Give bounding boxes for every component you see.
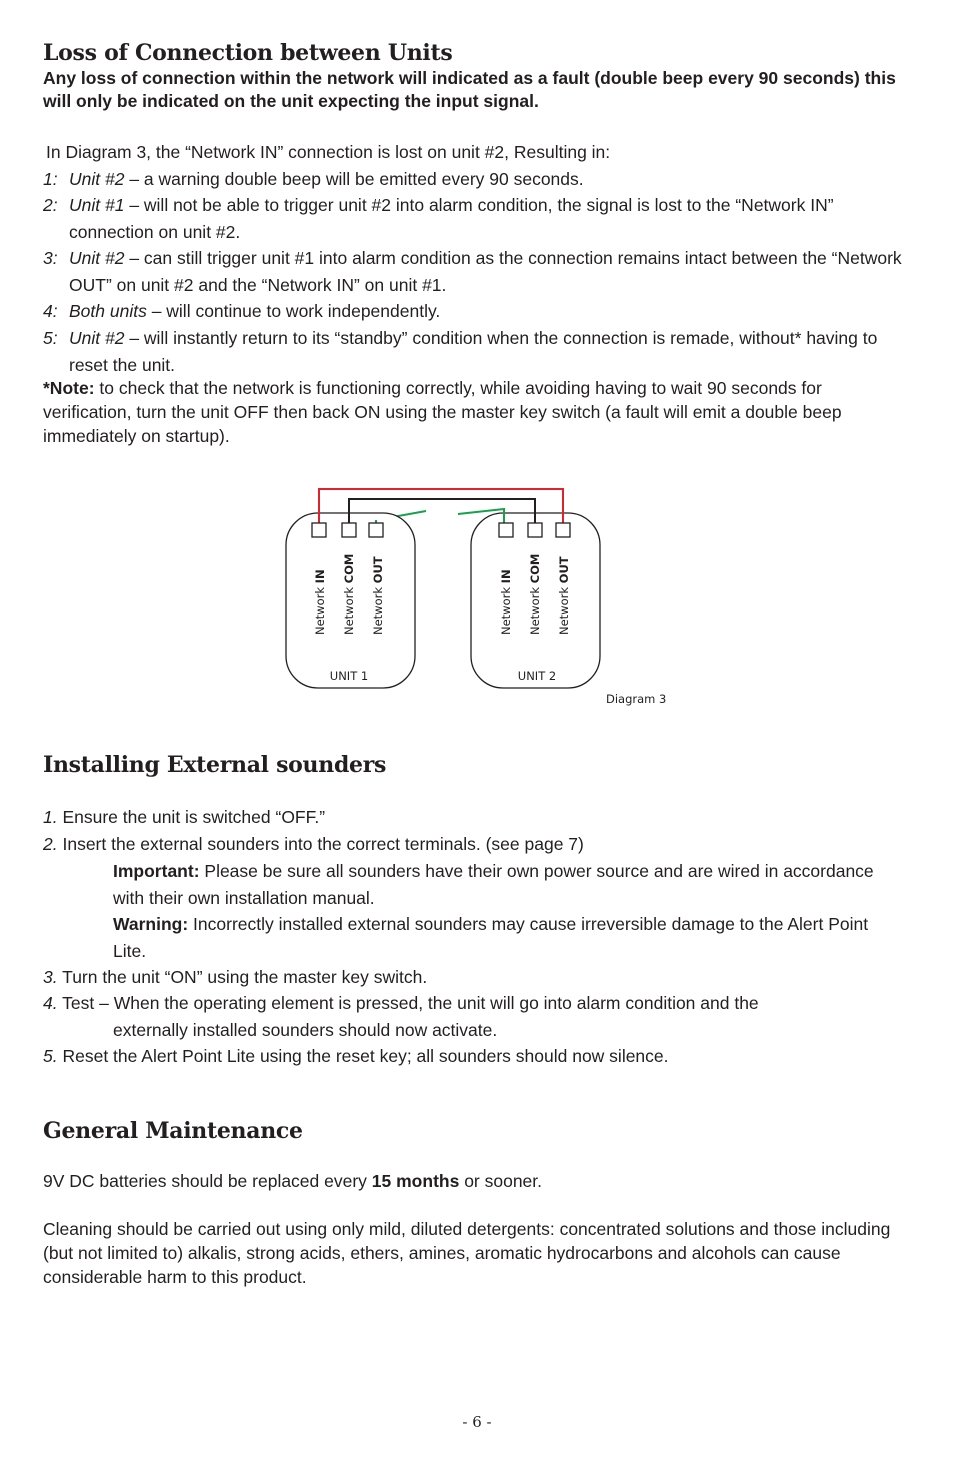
unit-1-label: UNIT 1 (329, 669, 369, 683)
battery-text: 9V DC batteries should be replaced every 15 months or sooner. (43, 1171, 543, 1191)
terminal-unit2-in (499, 523, 513, 537)
list-item: 3. Turn the unit “ON” using the master key switch. (43, 967, 428, 987)
cleaning-text: Cleaning should be carried out using only mild, diluted detergents: concentrated solutions and those including (but not limited to) alkalis, strong acids, ethers, amines, aromatic hydrocarbons and alcohols can cause considerable harm to this product. (43, 1219, 891, 1287)
label-unit1-network-in: Network IN (313, 569, 327, 635)
list-item: 1: Unit #2 – a warning double beep will be emitted every 90 seconds. (43, 169, 584, 189)
label-unit2-network-in: Network IN (499, 569, 513, 635)
list-item: 4: Both units – will continue to work independently. (43, 301, 441, 321)
list-item-continuation: externally installed sounders should now activate. (113, 1020, 498, 1040)
section-lead: Any loss of connection within the network will indicated as a fault (double beep every 90 seconds) this will only be indicated on the unit expecting the input signal. (43, 68, 896, 111)
terminal-unit2-out (556, 523, 570, 537)
list-item: 2. Insert the external sounders into the correct terminals. (see page 7) (43, 834, 584, 854)
network-wiring-diagram (280, 480, 680, 720)
page-number: - 6 - (462, 1413, 492, 1431)
warning-note: Warning: Incorrectly installed external sounders may cause irreversible damage to the Alert Point Lite. (113, 914, 869, 961)
label-unit2-network-out: Network OUT (557, 556, 571, 635)
section-title-loss-of-connection: Loss of Connection between Units (43, 40, 453, 66)
terminal-unit1-out (369, 523, 383, 537)
list-item: 2: Unit #1 – will not be able to trigger unit #2 into alarm condition, the signal is lost to the “Network IN” connection on unit #2. (43, 195, 834, 242)
important-note: Important: Please be sure all sounders have their own power source and are wired in accordance with their own installation manual. (113, 861, 874, 908)
section-title-installing-sounders: Installing External sounders (43, 752, 387, 778)
label-unit2-network-com: Network COM (528, 553, 542, 635)
list-item: 5: Unit #2 – will instantly return to its “standby” condition when the connection is remade, without* having to reset the unit. (43, 328, 878, 375)
terminal-unit1-in (312, 523, 326, 537)
list-item: 5. Reset the Alert Point Lite using the reset key; all sounders should now silence. (43, 1046, 669, 1066)
terminal-unit1-com (342, 523, 356, 537)
section-title-general-maintenance: General Maintenance (43, 1118, 303, 1144)
note-paragraph: *Note: to check that the network is functioning correctly, while avoiding having to wait 90 seconds for verification, turn the unit OFF then back ON using the master key switch (a fault will emit a double beep immediately on startup). (43, 378, 842, 446)
list-item: 4. Test – When the operating element is pressed, the unit will go into alarm condition and the (43, 993, 759, 1013)
label-unit1-network-out: Network OUT (371, 556, 385, 635)
list-item: 3: Unit #2 – can still trigger unit #1 into alarm condition as the connection remains intact between the “Network OUT” on unit #2 and the “Network IN” on unit #1. (43, 248, 902, 295)
label-unit1-network-com: Network COM (342, 553, 356, 635)
terminal-unit2-com (528, 523, 542, 537)
unit-2-label: UNIT 2 (517, 669, 557, 683)
list-item: 1. Ensure the unit is switched “OFF.” (43, 807, 326, 827)
diagram-caption: Diagram 3 (606, 692, 667, 706)
intro-text: In Diagram 3, the “Network IN” connection is lost on unit #2, Resulting in: (46, 142, 611, 162)
